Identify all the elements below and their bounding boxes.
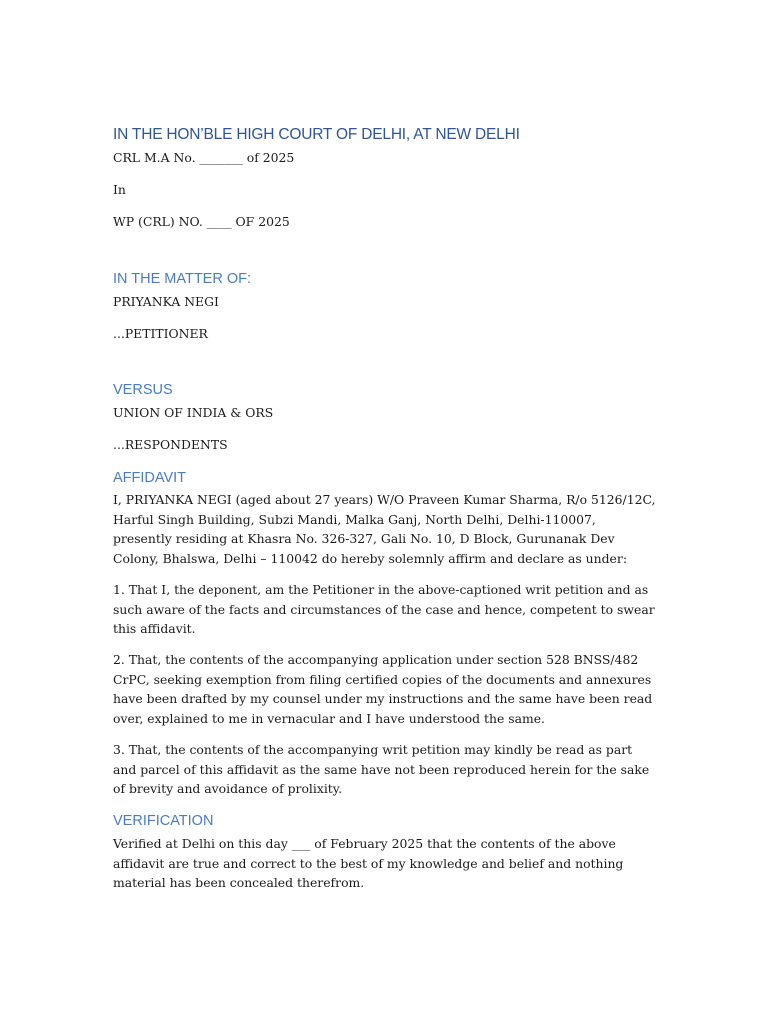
versus-heading: VERSUS — [113, 382, 173, 398]
verification-text: Verified at Delhi on this day ___ of February 2025 that the contents of the above affidavit are true and correct to the best of my knowledge and belief and nothing material has been concealed therefrom. — [113, 836, 624, 890]
respondent-name: UNION OF INDIA & ORS — [113, 405, 274, 420]
respondent-label: ...RESPONDENTS — [113, 437, 228, 452]
wp-crl-number: WP (CRL) NO. ____ OF 2025 — [113, 214, 290, 229]
in-text: In — [113, 182, 126, 197]
affidavit-intro: I, PRIYANKA NEGI (aged about 27 years) W/O Praveen Kumar Sharma, R/o 5126/12C, Harful Singh Building, Subzi Mandi, Malka Ganj, North Delhi, Delhi-110007, presently residing at Khasra No. 326-327, Gali No. 10, D Block, Gurunanak Dev Colony, Bhalswa, Delhi – 110042 do hereby solemnly affirm and declare as under: — [113, 492, 656, 566]
petitioner-name: PRIYANKA NEGI — [113, 294, 219, 309]
verification-heading: VERIFICATION — [113, 813, 214, 829]
affidavit-paragraph-3: 3. That, the contents of the accompanying writ petition may kindly be read as part and parcel of this affidavit as the same have not been reproduced herein for the sake of brevity and avoidance of prolixity. — [113, 742, 650, 796]
affidavit-paragraph-1: 1. That I, the deponent, am the Petitioner in the above-captioned writ petition and as such aware of the facts and circumstances of the case and hence, competent to swear this affidavit. — [113, 582, 655, 636]
court-heading: IN THE HON’BLE HIGH COURT OF DELHI, AT NEW DELHI — [113, 126, 520, 143]
affidavit-heading: AFFIDAVIT — [113, 470, 187, 486]
matter-heading: IN THE MATTER OF: — [113, 271, 252, 287]
affidavit-paragraph-2: 2. That, the contents of the accompanying application under section 528 BNSS/482 CrPC, seeking exemption from filing certified copies of the documents and annexures have been drafted by my counsel under my instructions and the same have been read over, explained to me in vernacular and I have understood the same. — [113, 652, 653, 726]
petitioner-label: ...PETITIONER — [113, 326, 208, 341]
crl-ma-number: CRL M.A No. _______ of 2025 — [113, 150, 295, 165]
